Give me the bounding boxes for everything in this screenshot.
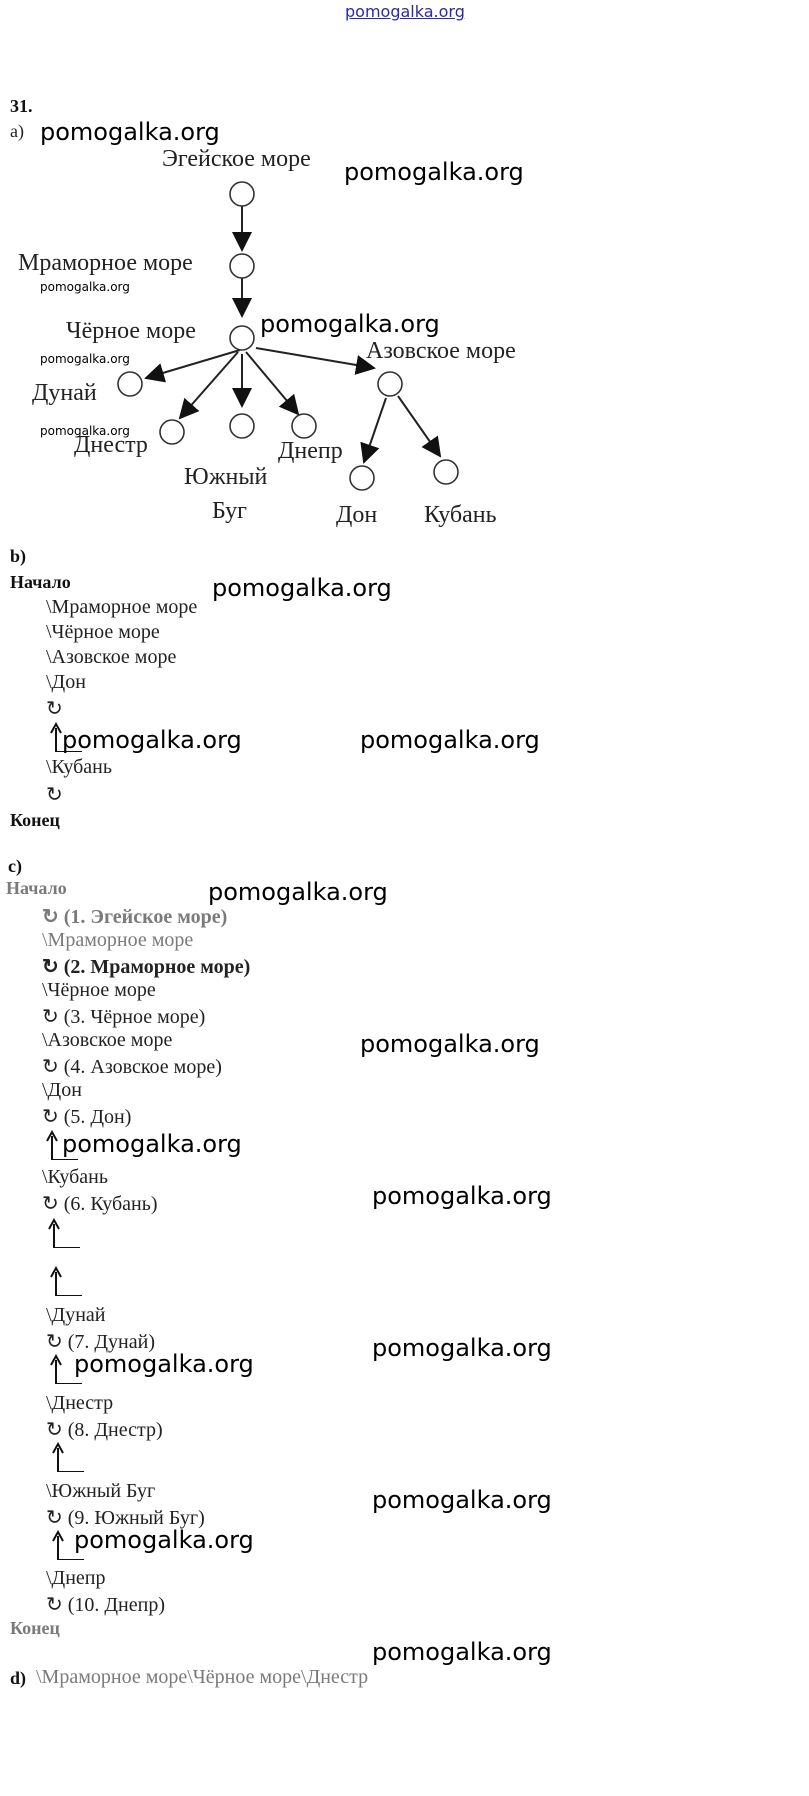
edge-black-azov — [256, 348, 374, 368]
part-b-line: \Чёрное море — [46, 621, 160, 643]
part-c-line: ↻ (2. Мраморное море) — [42, 956, 251, 978]
watermark: pomogalka.org — [344, 158, 524, 186]
node-azov — [378, 372, 402, 396]
part-c-line: \Днепр — [46, 1567, 106, 1589]
return-arrow-icon — [52, 1442, 88, 1472]
edge-black-dnieper — [246, 352, 298, 414]
watermark: pomogalka.org — [372, 1182, 552, 1210]
label-danube: Дунай — [32, 380, 97, 406]
watermark: pomogalka.org — [40, 424, 130, 438]
node-marmara — [230, 254, 254, 278]
watermark: pomogalka.org — [40, 352, 130, 366]
edge-black-dniester — [180, 352, 238, 418]
label-azov: Азовское море — [366, 338, 516, 364]
part-d-label: d) — [10, 1668, 27, 1688]
watermark: pomogalka.org — [372, 1638, 552, 1666]
part-d-answer: \Мраморное море\Чёрное море\Днестр — [36, 1666, 369, 1688]
top-watermark-link[interactable]: pomogalka.org — [345, 2, 465, 21]
part-c-line: ↻ (7. Дунай) — [46, 1331, 156, 1353]
label-southern-bug-line2: Буг — [212, 498, 248, 524]
part-b-loop-icon: ↻ — [46, 784, 63, 806]
part-b-start: Начало — [10, 572, 71, 592]
part-b-line: \Мраморное море — [46, 596, 198, 618]
node-aegean — [230, 182, 254, 206]
part-b-line: \Кубань — [46, 756, 113, 778]
label-aegean: Эгейское море — [162, 146, 311, 172]
part-a-label: a) — [10, 121, 24, 141]
part-c-line: \Южный Буг — [46, 1480, 156, 1502]
part-c-line: ↻ (5. Дон) — [42, 1106, 132, 1128]
part-c-line: \Днестр — [46, 1392, 114, 1414]
label-kuban: Кубань — [424, 502, 497, 528]
node-southern-bug — [230, 414, 254, 438]
part-b-label: b) — [10, 546, 27, 566]
label-dnieper: Днепр — [278, 438, 343, 464]
watermark: pomogalka.org — [40, 118, 220, 146]
part-c-label: c) — [8, 856, 22, 876]
edge-black-danube — [146, 350, 240, 378]
watermark: pomogalka.org — [372, 1334, 552, 1362]
watermark: pomogalka.org — [360, 1030, 540, 1058]
watermark: pomogalka.org — [62, 1130, 242, 1158]
part-c-line: \Дунай — [46, 1304, 106, 1326]
part-b-line: \Азовское море — [46, 646, 177, 668]
watermark: pomogalka.org — [372, 1486, 552, 1514]
part-c-line: ↻ (6. Кубань) — [42, 1193, 158, 1215]
part-c-line: \Дон — [42, 1079, 82, 1101]
part-c-line: ↻ (3. Чёрное море) — [42, 1006, 206, 1028]
part-c-line: ↻ (4. Азовское море) — [42, 1056, 222, 1078]
label-marmara: Мраморное море — [18, 250, 193, 276]
part-c-line: ↻ (8. Днестр) — [46, 1419, 163, 1441]
part-c-line: \Мраморное море — [42, 929, 194, 951]
node-dnieper — [292, 414, 316, 438]
part-c-start: Начало — [6, 878, 67, 898]
part-b-line: \Дон — [46, 671, 86, 693]
return-arrow-icon — [50, 1266, 86, 1296]
part-c-end: Конец — [10, 1618, 60, 1638]
edge-azov-don — [364, 398, 386, 462]
return-arrow-icon — [48, 1218, 84, 1248]
part-c-line: \Азовское море — [42, 1029, 173, 1051]
watermark: pomogalka.org — [212, 574, 392, 602]
label-southern-bug-line1: Южный — [184, 464, 268, 490]
problem-number: 31. — [10, 96, 33, 116]
node-kuban — [434, 460, 458, 484]
edge-azov-kuban — [398, 396, 440, 456]
watermark: pomogalka.org — [208, 878, 388, 906]
node-black — [230, 326, 254, 350]
label-black: Чёрное море — [66, 318, 196, 344]
watermark: pomogalka.org — [40, 280, 130, 294]
part-c-line: ↻ (9. Южный Буг) — [46, 1507, 205, 1529]
part-c-line: \Чёрное море — [42, 979, 156, 1001]
part-c-line: ↻ (10. Днепр) — [46, 1594, 166, 1616]
watermark: pomogalka.org — [74, 1526, 254, 1554]
node-dniester — [160, 420, 184, 444]
watermark: pomogalka.org — [74, 1350, 254, 1378]
watermark: pomogalka.org — [260, 310, 440, 338]
part-c-line: \Кубань — [42, 1166, 109, 1188]
part-c-line: ↻ (1. Эгейское море) — [42, 906, 228, 928]
node-don — [350, 466, 374, 490]
label-dniester: Днестр — [74, 432, 148, 458]
part-b-end: Конец — [10, 810, 60, 830]
label-don: Дон — [336, 502, 378, 528]
watermark: pomogalka.org — [62, 726, 242, 754]
part-b-loop-icon: ↻ — [46, 698, 63, 720]
watermark: pomogalka.org — [360, 726, 540, 754]
node-danube — [118, 372, 142, 396]
